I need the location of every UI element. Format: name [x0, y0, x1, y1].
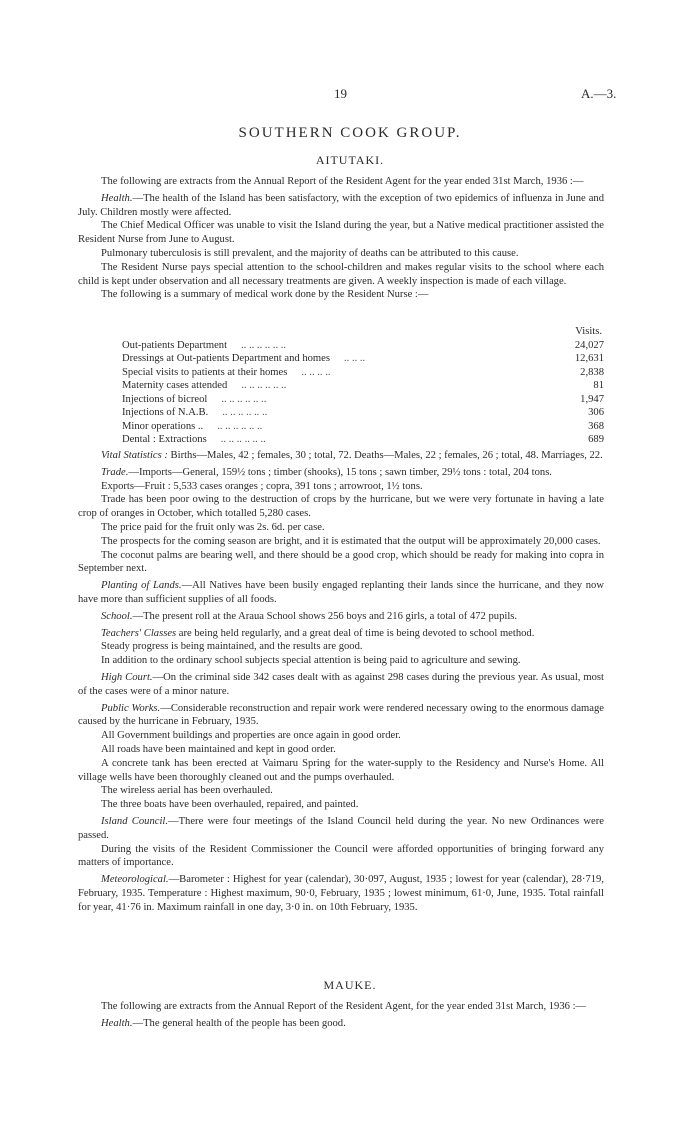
council-label: Island Council. — [101, 815, 168, 827]
trade-imports — [78, 466, 604, 480]
trade-exports: Exports—Fruit : 5,533 cases oranges ; copra, 391 tons ; arrowroot, 1½ tons. — [101, 480, 423, 492]
summary-paragraph: The following is a summary of medical work done by the Resident Nurse :— — [101, 289, 429, 301]
trade-poor-paragraph: Trade has been poor owing to the destruction of crops by the hurricane, but we were very fortunate in having a late crop of oranges in October, which totalled 5,280 cases. — [78, 494, 604, 520]
planting-text: —All Natives have been busily engaged replanting their lands since the hurricane, and they now have more than sufficient supplies of all foods. — [78, 580, 604, 605]
meteorological-text: —Barometer : Highest for year (calendar), 30·097, August, 1935 ; lowest for year (calendar), 28·719, February, 1935. Temperature : Highest maximum, 90·0, February, 1935 ; lowest minimum, 61·0, June, 1935. Total rainfall for year, 41·76 in. Maximum rainfall in one day, 3·0 in. on 10th February, 1935. — [78, 874, 604, 913]
vital-statistics — [78, 449, 604, 463]
leader-dots: .. .. .. .. .. .. — [222, 407, 268, 418]
court-text: —On the criminal side 342 cases dealt with as against 298 cases during the previous year. As usual, most of the cases were of a minor nature. — [78, 671, 604, 697]
trade-label: Trade. — [101, 466, 129, 478]
medical-work-row — [122, 393, 604, 407]
school-paragraph — [78, 610, 604, 624]
mauke-block — [78, 1000, 604, 1031]
council-text: —There were four meetings of the Island Council held during the year. No new Ordinances were passed. — [78, 815, 604, 841]
medical-work-row — [122, 406, 604, 420]
mauke-health-text: —The general health of the people has been good. — [132, 1017, 346, 1029]
buildings-paragraph: All Government buildings and properties are once again in good order. — [101, 730, 401, 742]
court-label: High Court. — [101, 671, 153, 683]
progress-paragraph: Steady progress is being maintained, and the results are good. — [101, 641, 363, 653]
price-paragraph: The price paid for the fruit only was 2s. 6d. per case. — [101, 521, 325, 533]
aitutaki-health — [78, 192, 604, 220]
medical-work-item: Dental : Extractions — [122, 434, 207, 445]
planting-paragraph — [78, 579, 604, 607]
teachers-text: are being held regularly, and a great deal of time is being devoted to school method. — [176, 627, 535, 639]
medical-work-row — [122, 433, 604, 447]
leader-dots: .. .. .. .. .. .. — [241, 380, 287, 391]
medical-officer-paragraph: The Chief Medical Officer was unable to visit the Island during the year, but a Native medical practitioner assisted the Resident Nurse from June to August. — [78, 220, 604, 246]
teachers-paragraph — [78, 627, 604, 641]
aitutaki-intro-block — [78, 175, 604, 302]
mauke-heading: MAUKE. — [323, 978, 377, 992]
boats-paragraph: The three boats have been overhauled, repaired, and painted. — [101, 799, 359, 811]
works-paragraph — [78, 702, 604, 730]
school-text: —The present roll at the Araua School shows 256 boys and 216 girls, a total of 472 pupils. — [132, 610, 518, 622]
mauke-health — [78, 1017, 604, 1031]
medical-work-item: Maternity cases attended — [122, 380, 228, 391]
leader-dots: .. .. .. .. — [301, 366, 331, 378]
leader-dots: .. .. .. — [344, 353, 366, 364]
court-paragraph — [78, 671, 604, 699]
medical-work-visits: 689 — [588, 434, 604, 445]
medical-work-item: Out-patients Department — [122, 339, 228, 351]
leader-dots: .. .. .. .. .. .. — [217, 420, 263, 432]
medical-work-visits: 2,838 — [580, 366, 604, 378]
meteorological-label: Meteorological. — [101, 874, 169, 886]
medical-work-item: Minor operations .. — [122, 420, 204, 432]
imports-text: —Imports—General, 159½ tons ; timber (shooks), 15 tons ; sawn timber, 29½ tons : total, 204 tons. — [128, 466, 552, 478]
vital-text: Births—Males, 42 ; females, 30 ; total, 72. Deaths—Males, 22 ; females, 26 ; total, 48. Marriages, 22. — [167, 450, 603, 461]
medical-work-visits: 306 — [588, 407, 604, 418]
aitutaki-intro: The following are extracts from the Annual Report of the Resident Agent for the year ended 31st March, 1936 :— — [101, 176, 584, 187]
medical-work-row — [122, 366, 604, 380]
leader-dots: .. .. .. .. .. .. — [241, 339, 287, 351]
works-text: —Considerable reconstruction and repair work were rendered necessary owing to the enormous damage caused by the hurricane in February, 1935. — [78, 702, 604, 728]
nurse-paragraph: The Resident Nurse pays special attention to the school-children and makes regular visits to the school where each child is kept under observation and all necessary treatments are given. A weekly inspection is made of each village. — [78, 261, 604, 287]
council-paragraph — [78, 815, 604, 843]
teachers-label: Teachers' Classes — [101, 627, 177, 639]
section-title: SOUTHERN COOK GROUP. — [238, 125, 462, 141]
medical-work-row — [122, 420, 604, 434]
mauke-intro: The following are extracts from the Annual Report of the Resident Agent, for the year ended 31st March, 1936 :— — [101, 1001, 587, 1012]
tank-paragraph: A concrete tank has been erected at Vaimaru Spring for the water-supply to the Residency and Nurse's Home. All village wells have been thoroughly cleaned out and the pumps overhauled. — [78, 757, 604, 783]
meteorological-paragraph — [78, 873, 604, 914]
medical-work-visits: 81 — [593, 380, 604, 391]
roads-paragraph: All roads have been maintained and kept in good order. — [101, 743, 336, 755]
works-label: Public Works. — [101, 702, 161, 714]
leader-dots: .. .. .. .. .. .. — [221, 393, 267, 405]
vital-label: Vital Statistics : — [101, 450, 168, 461]
medical-work-row — [122, 379, 604, 393]
prospects-paragraph: The prospects for the coming season are bright, and it is estimated that the output will be approximately 20,000 cases. — [101, 535, 601, 547]
visits-column-header: Visits. — [575, 326, 602, 337]
medical-work-row — [122, 352, 604, 366]
medical-work-visits: 368 — [588, 420, 604, 432]
medical-work-item: Injections of N.A.B. — [122, 407, 209, 418]
medical-work-table — [122, 325, 604, 447]
aitutaki-heading: AITUTAKI. — [315, 153, 385, 167]
medical-work-item: Special visits to patients at their homes — [122, 366, 288, 378]
planting-label: Planting of Lands. — [101, 580, 182, 592]
tuberculosis-paragraph: Pulmonary tuberculosis is still prevalent, and the majority of deaths can be attributed to this cause. — [101, 247, 519, 259]
health-label: Health. — [101, 192, 133, 204]
page-number: 19 — [334, 86, 347, 101]
addition-paragraph: In addition to the ordinary school subjects special attention is being paid to agriculture and sewing. — [101, 655, 521, 667]
coconut-paragraph: The coconut palms are bearing well, and there should be a good crop, which should be ready for making into copra in September next. — [78, 549, 604, 575]
mauke-health-label: Health. — [101, 1017, 133, 1029]
medical-work-visits: 12,631 — [574, 353, 604, 364]
document-reference: A.—3. — [581, 86, 617, 101]
medical-work-visits: 24,027 — [574, 339, 604, 351]
medical-work-item: Dressings at Out-patients Department and homes — [122, 353, 331, 364]
medical-work-row — [122, 339, 604, 353]
wireless-paragraph: The wireless aerial has been overhauled. — [101, 785, 273, 797]
school-label: School. — [101, 610, 133, 622]
aitutaki-main-block — [78, 449, 604, 915]
health-text: —The health of the Island has been satisfactory, with the exception of two epidemics of influenza in June and July. Children mostly were affected. — [78, 192, 604, 218]
commissioner-paragraph: During the visits of the Resident Commissioner the Council were afforded opportunities of bringing forward any matters of importance. — [78, 843, 604, 869]
leader-dots: .. .. .. .. .. .. — [220, 434, 266, 445]
medical-work-visits: 1,947 — [580, 393, 604, 405]
medical-work-item: Injections of bicreol — [122, 393, 208, 405]
